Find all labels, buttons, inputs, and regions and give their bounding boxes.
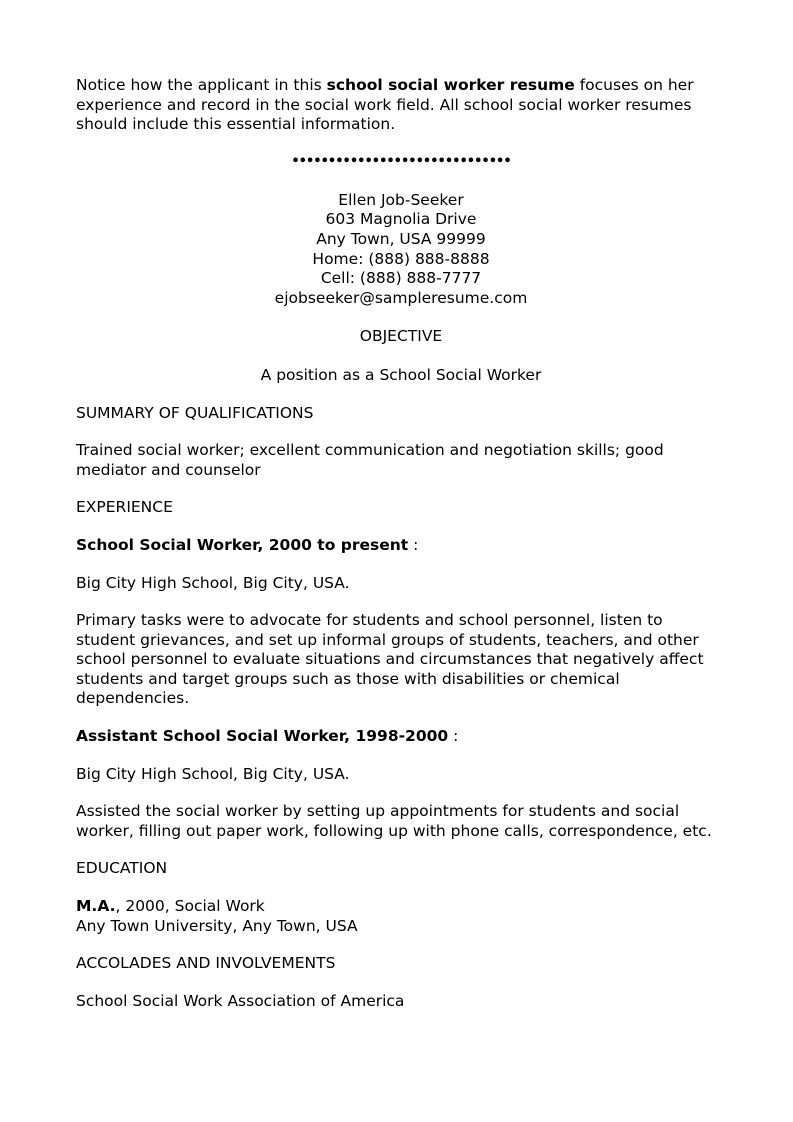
job-description: Primary tasks were to advocate for students and school personnel, listen to student grievances, and set up informal groups of students, teachers, and other school personnel to evaluate situations and circumstances that negatively affect students and target groups such as those with disabilities or chemical dependencies.: [76, 611, 704, 708]
job-title-colon: :: [408, 535, 419, 554]
accolades-heading: ACCOLADES AND INVOLVEMENTS: [76, 954, 336, 973]
contact-home-phone: Home: (888) 888-8888: [312, 249, 490, 268]
job-title-text: School Social Worker, 2000 to present: [76, 535, 409, 554]
contact-email: ejobseeker@sampleresume.com: [274, 288, 528, 307]
job-description: Assisted the social worker by setting up appointments for students and social worker, filling out paper work, following up with phone calls, correspondence, etc.: [76, 802, 712, 840]
contact-block: [76, 191, 726, 309]
job-entry: [76, 727, 726, 841]
job-title-text: Assistant School Social Worker, 1998-2000: [76, 727, 449, 746]
contact-street: 603 Magnolia Drive: [325, 210, 477, 229]
summary-text: Trained social worker; excellent communication and negotiation skills; good mediator and counselor: [76, 441, 664, 479]
accolades-text: School Social Work Association of America: [76, 991, 405, 1010]
intro-text-before: Notice how the applicant in this: [76, 76, 327, 94]
bullet-divider: ••••••••••••••••••••••••••••••: [291, 153, 511, 169]
job-title: [76, 727, 726, 747]
job-title: [76, 536, 726, 556]
intro-paragraph: [76, 76, 726, 135]
job-employer: Big City High School, Big City, USA.: [76, 764, 350, 783]
contact-city: Any Town, USA 99999: [316, 229, 486, 248]
experience-heading: EXPERIENCE: [76, 498, 173, 517]
contact-cell-phone: Cell: (888) 888-7777: [320, 269, 482, 288]
education-school: Any Town University, Any Town, USA: [76, 916, 358, 935]
intro-highlight: school social worker resume: [326, 76, 575, 94]
contact-name: Ellen Job-Seeker: [338, 190, 464, 209]
education-heading: EDUCATION: [76, 859, 168, 878]
job-entry: [76, 536, 726, 709]
job-employer: Big City High School, Big City, USA.: [76, 573, 350, 592]
education-entry: [76, 897, 726, 936]
intro-text-after: focuses on her experience and record in the social work field. All school social worker resumes should include this essential information.: [76, 76, 694, 134]
summary-heading: SUMMARY OF QUALIFICATIONS: [76, 403, 314, 422]
resume-page: [76, 76, 726, 1011]
objective-heading: OBJECTIVE: [359, 327, 443, 346]
objective-text: A position as a School Social Worker: [260, 365, 542, 384]
education-degree: M.A.: [76, 897, 116, 916]
job-title-colon: :: [448, 727, 459, 746]
education-degree-detail: , 2000, Social Work: [115, 897, 265, 916]
education-degree-line: [76, 897, 726, 917]
